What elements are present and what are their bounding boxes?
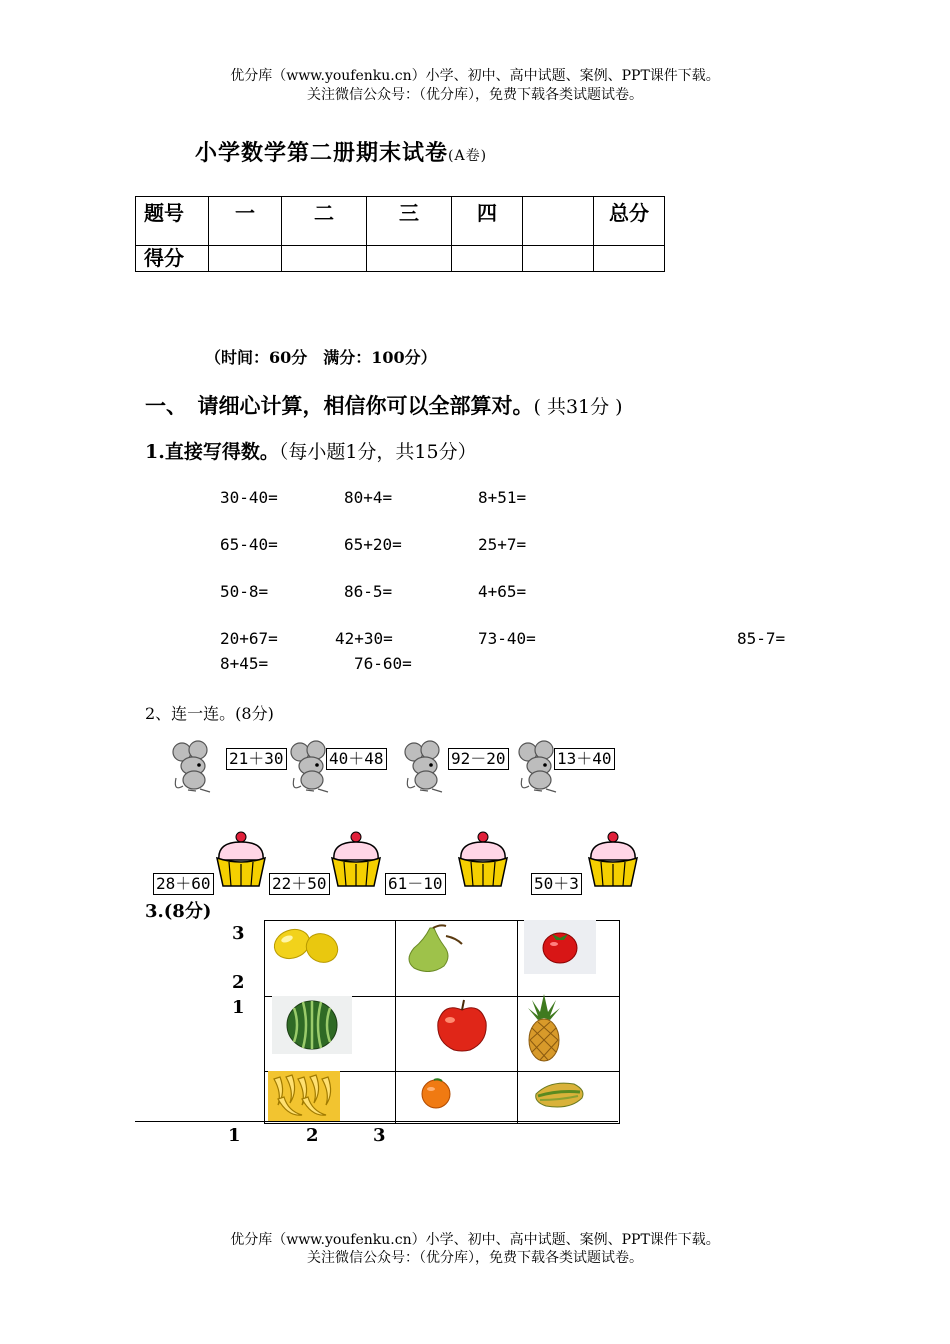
axis-baseline (135, 1121, 618, 1122)
column-label: 2 (306, 1125, 319, 1146)
equation: 8+45= (220, 654, 269, 673)
equation: 80+4= (344, 488, 393, 507)
row-label: 3 (232, 923, 245, 944)
cupcake-icon (455, 830, 511, 888)
score-header-cell: 三 (367, 197, 452, 246)
equation: 42+30= (335, 629, 393, 648)
score-table (135, 196, 665, 272)
header-line-1: 优分库（www.youfenku.cn）小学、初中、高中试题、案例、PPT课件下载。 (230, 68, 720, 84)
grid-divider (395, 920, 396, 1123)
score-input-cell[interactable] (209, 246, 282, 272)
equation: 8+51= (478, 488, 527, 507)
row-label: 2 (232, 972, 245, 993)
score-input-cell[interactable] (594, 246, 665, 272)
equation: 20+67= (220, 629, 278, 648)
mouse-expression-label[interactable]: 21＋30 (226, 748, 287, 770)
column-label: 1 (228, 1125, 241, 1146)
cupcake-expression-label[interactable]: 22＋50 (269, 873, 330, 895)
cupcake-expression-label[interactable]: 50＋3 (531, 873, 582, 895)
section-1-points: ( 共31分 ) (533, 396, 623, 418)
q1-heading (145, 437, 477, 464)
section-1-heading (145, 390, 623, 420)
equation: 50-8= (220, 582, 269, 601)
cupcake-expression-label[interactable]: 61－10 (385, 873, 446, 895)
row-label: 1 (232, 997, 245, 1018)
banana-icon (268, 1071, 340, 1121)
time-limit: （时间：60分 满分：100分） (205, 348, 437, 367)
footer-line-1: 优分库（www.youfenku.cn）小学、初中、高中试题、案例、PPT课件下载。 (230, 1232, 720, 1248)
mouse-expression-label[interactable]: 92－20 (448, 748, 509, 770)
score-input-cell[interactable] (367, 246, 452, 272)
q1-points: （每小题1分，共15分） (278, 441, 477, 463)
q1-title: 1.直接写得数。 (145, 441, 279, 463)
column-label: 3 (373, 1125, 386, 1146)
equation: 76-60= (354, 654, 412, 673)
equation: 65-40= (220, 535, 278, 554)
equation: 30-40= (220, 488, 278, 507)
tomato-icon (524, 920, 596, 974)
score-header-cell: 总分 (594, 197, 665, 246)
score-header-cell: 二 (282, 197, 367, 246)
equation: 25+7= (478, 535, 527, 554)
equation: 73-40= (478, 629, 536, 648)
pear-icon (400, 920, 466, 972)
mouse-expression-label[interactable]: 13＋40 (554, 748, 615, 770)
page-title (195, 136, 487, 167)
pineapple-icon (524, 994, 564, 1064)
apple-icon (430, 996, 494, 1054)
title-main: 小学数学第二册期末试卷 (195, 140, 449, 166)
score-header-cell: 一 (209, 197, 282, 246)
section-1-title: 一、 请细心计算，相信你可以全部算对。 (145, 393, 534, 418)
equation: 65+20= (344, 535, 402, 554)
watermelon-icon (272, 996, 352, 1054)
mouse-expression-label[interactable]: 40＋48 (326, 748, 387, 770)
papaya-icon (530, 1076, 590, 1116)
mouse-icon (168, 740, 222, 794)
equation: 4+65= (478, 582, 527, 601)
score-input-cell[interactable] (282, 246, 367, 272)
score-header-cell: 四 (452, 197, 523, 246)
equation: 85-7= (737, 629, 786, 648)
score-header-cell: 题号 (136, 197, 209, 246)
equation: 86-5= (344, 582, 393, 601)
lemon-icon (270, 922, 342, 968)
title-sub: (A卷) (448, 148, 488, 164)
grid-divider (517, 920, 518, 1123)
cupcake-icon (328, 830, 384, 888)
score-header-cell (523, 197, 594, 246)
q3-title: 3.(8分) (145, 901, 212, 922)
header-line-2: 关注微信公众号：（优分库），免费下载各类试题试卷。 (307, 87, 643, 103)
score-input-cell[interactable] (452, 246, 523, 272)
cupcake-icon (585, 830, 641, 888)
q2-title: 2、连一连。(8分) (145, 704, 274, 723)
footer-line-2: 关注微信公众号：（优分库），免费下载各类试题试卷。 (307, 1250, 643, 1266)
score-row-label: 得分 (136, 246, 209, 272)
orange-icon (416, 1072, 456, 1112)
cupcake-icon (213, 830, 269, 888)
score-input-cell[interactable] (523, 246, 594, 272)
cupcake-expression-label[interactable]: 28＋60 (153, 873, 214, 895)
mouse-icon (400, 740, 454, 794)
